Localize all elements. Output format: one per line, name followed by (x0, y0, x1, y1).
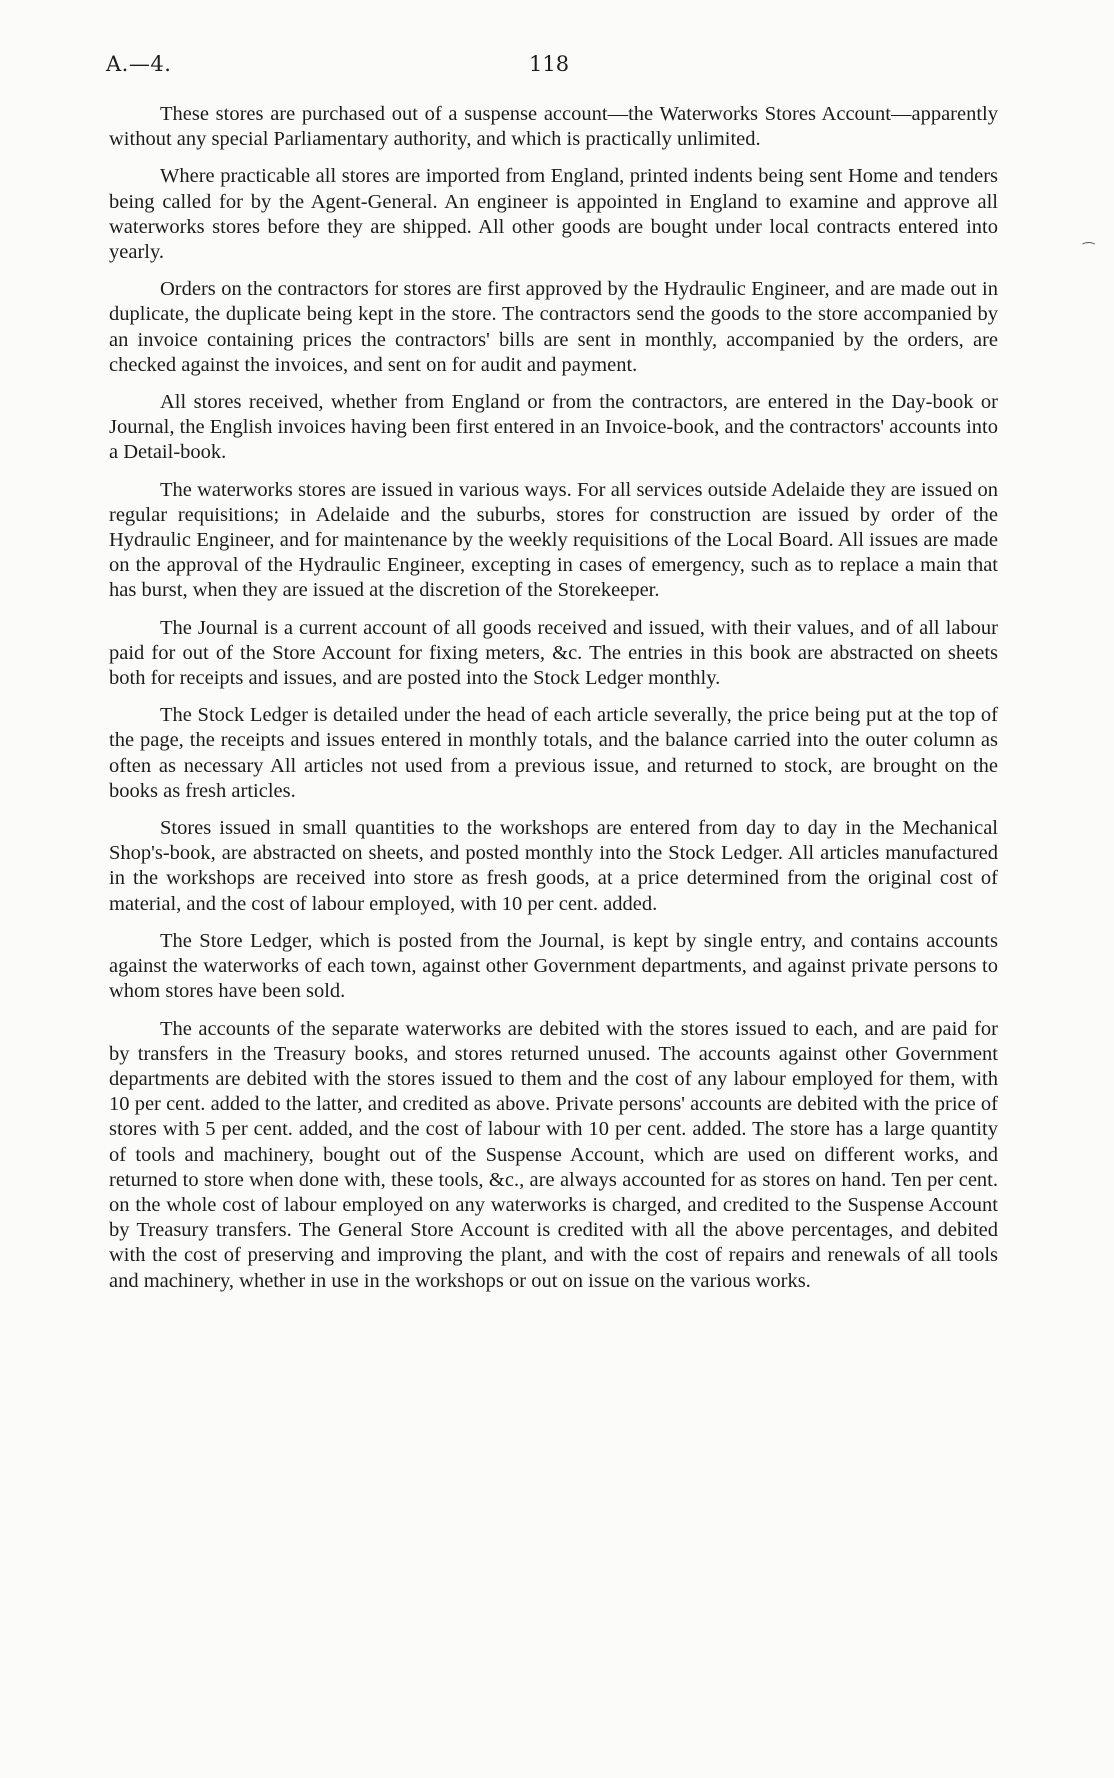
document-reference: A.—4. (106, 52, 172, 76)
page-header (106, 52, 1006, 82)
paragraph-stock-ledger: The Stock Ledger is detailed under the head of each article severally, the price being put at the top of the page, the receipts and issues entered in monthly totals, and the balance carried into the outer column as often as necessary All articles not used from a previous issue, and returned to stock, are brought on the books as fresh articles. (109, 704, 998, 802)
document-body (109, 102, 998, 1306)
paragraph-stores-received: All stores received, whether from England or from the contractors, are entered in the Day-book or Journal, the English invoices having been first entered in an Invoice-book, and the contractors' accounts into a Detail-book. (109, 391, 998, 464)
paragraph-accounts: The accounts of the separate waterworks are debited with the stores issued to each, and are paid for by transfers in the Treasury books, and stores returned unused. The accounts against other Government departments are debited with the stores issued to them and the cost of any labour employed for them, with 10 per cent. added to the latter, and credited as above. Private persons' accounts are debited with the price of stores with 5 per cent. added, and the cost of labour with 10 per cent. added. The store has a large quantity of tools and machinery, bought out of the Suspense Account, which are used on different works, and returned to store when done with, these tools, &c., are always accounted for as stores on hand. Ten per cent. on the whole cost of labour employed on any waterworks is charged, and credited to the Suspense Account by Treasury transfers. The General Store Account is credited with all the above percentages, and debited with the cost of preserving and improving the plant, and with the cost of repairs and renewals of all tools and machinery, whether in use in the workshops or out on issue on the various works. (109, 1017, 998, 1292)
paragraph-orders: Orders on the contractors for stores are first approved by the Hydraulic Engineer, and are made out in duplicate, the duplicate being kept in the store. The contractors send the goods to the store accompanied by an invoice containing prices the contractors' bills are sent in monthly, accompanied by the orders, are checked against the invoices, and sent on for audit and payment. (109, 278, 998, 376)
paragraph-journal: The Journal is a current account of all goods received and issued, with their values, and of all labour paid for out of the Store Account for fixing meters, &c. The entries in this book are abstracted on sheets both for receipts and issues, and are posted into the Stock Ledger monthly. (109, 616, 998, 690)
margin-mark: ⁀ (1083, 243, 1095, 259)
paragraph-workshops: Stores issued in small quantities to the workshops are entered from day to day in the Mechanical Shop's-book, are abstracted on sheets, and posted monthly into the Stock Ledger. All articles manufactured in the workshops are received into store as fresh goods, at a price determined from the original cost of material, and the cost of labour employed, with 10 per cent. added. (109, 817, 998, 915)
page-number: 118 (529, 52, 570, 76)
paragraph-issues: The waterworks stores are issued in various ways. For all services outside Adelaide they are issued on regular requisitions; in Adelaide and the suburbs, stores for construction are issued by order of the Hydraulic Engineer, and for maintenance by the weekly requisitions of the Local Board. All issues are made on the approval of the Hydraulic Engineer, excepting in cases of emergency, such as to replace a main that has burst, when they are issued at the discretion of the Storekeeper. (109, 478, 998, 602)
paragraph-suspense-account: These stores are purchased out of a suspense account—the Waterworks Stores Account—apparently without any special Parliamentary authority, and which is practically unlimited. (109, 103, 998, 151)
paragraph-imports: Where practicable all stores are imported from England, printed indents being sent Home and tenders being called for by the Agent-General. An engineer is appointed in England to examine and approve all waterworks stores before they are shipped. All other goods are bought under local contracts entered into yearly. (109, 165, 998, 264)
paragraph-store-ledger: The Store Ledger, which is posted from the Journal, is kept by single entry, and contains accounts against the waterworks of each town, against other Government departments, and against private persons to whom stores have been sold. (109, 929, 998, 1003)
